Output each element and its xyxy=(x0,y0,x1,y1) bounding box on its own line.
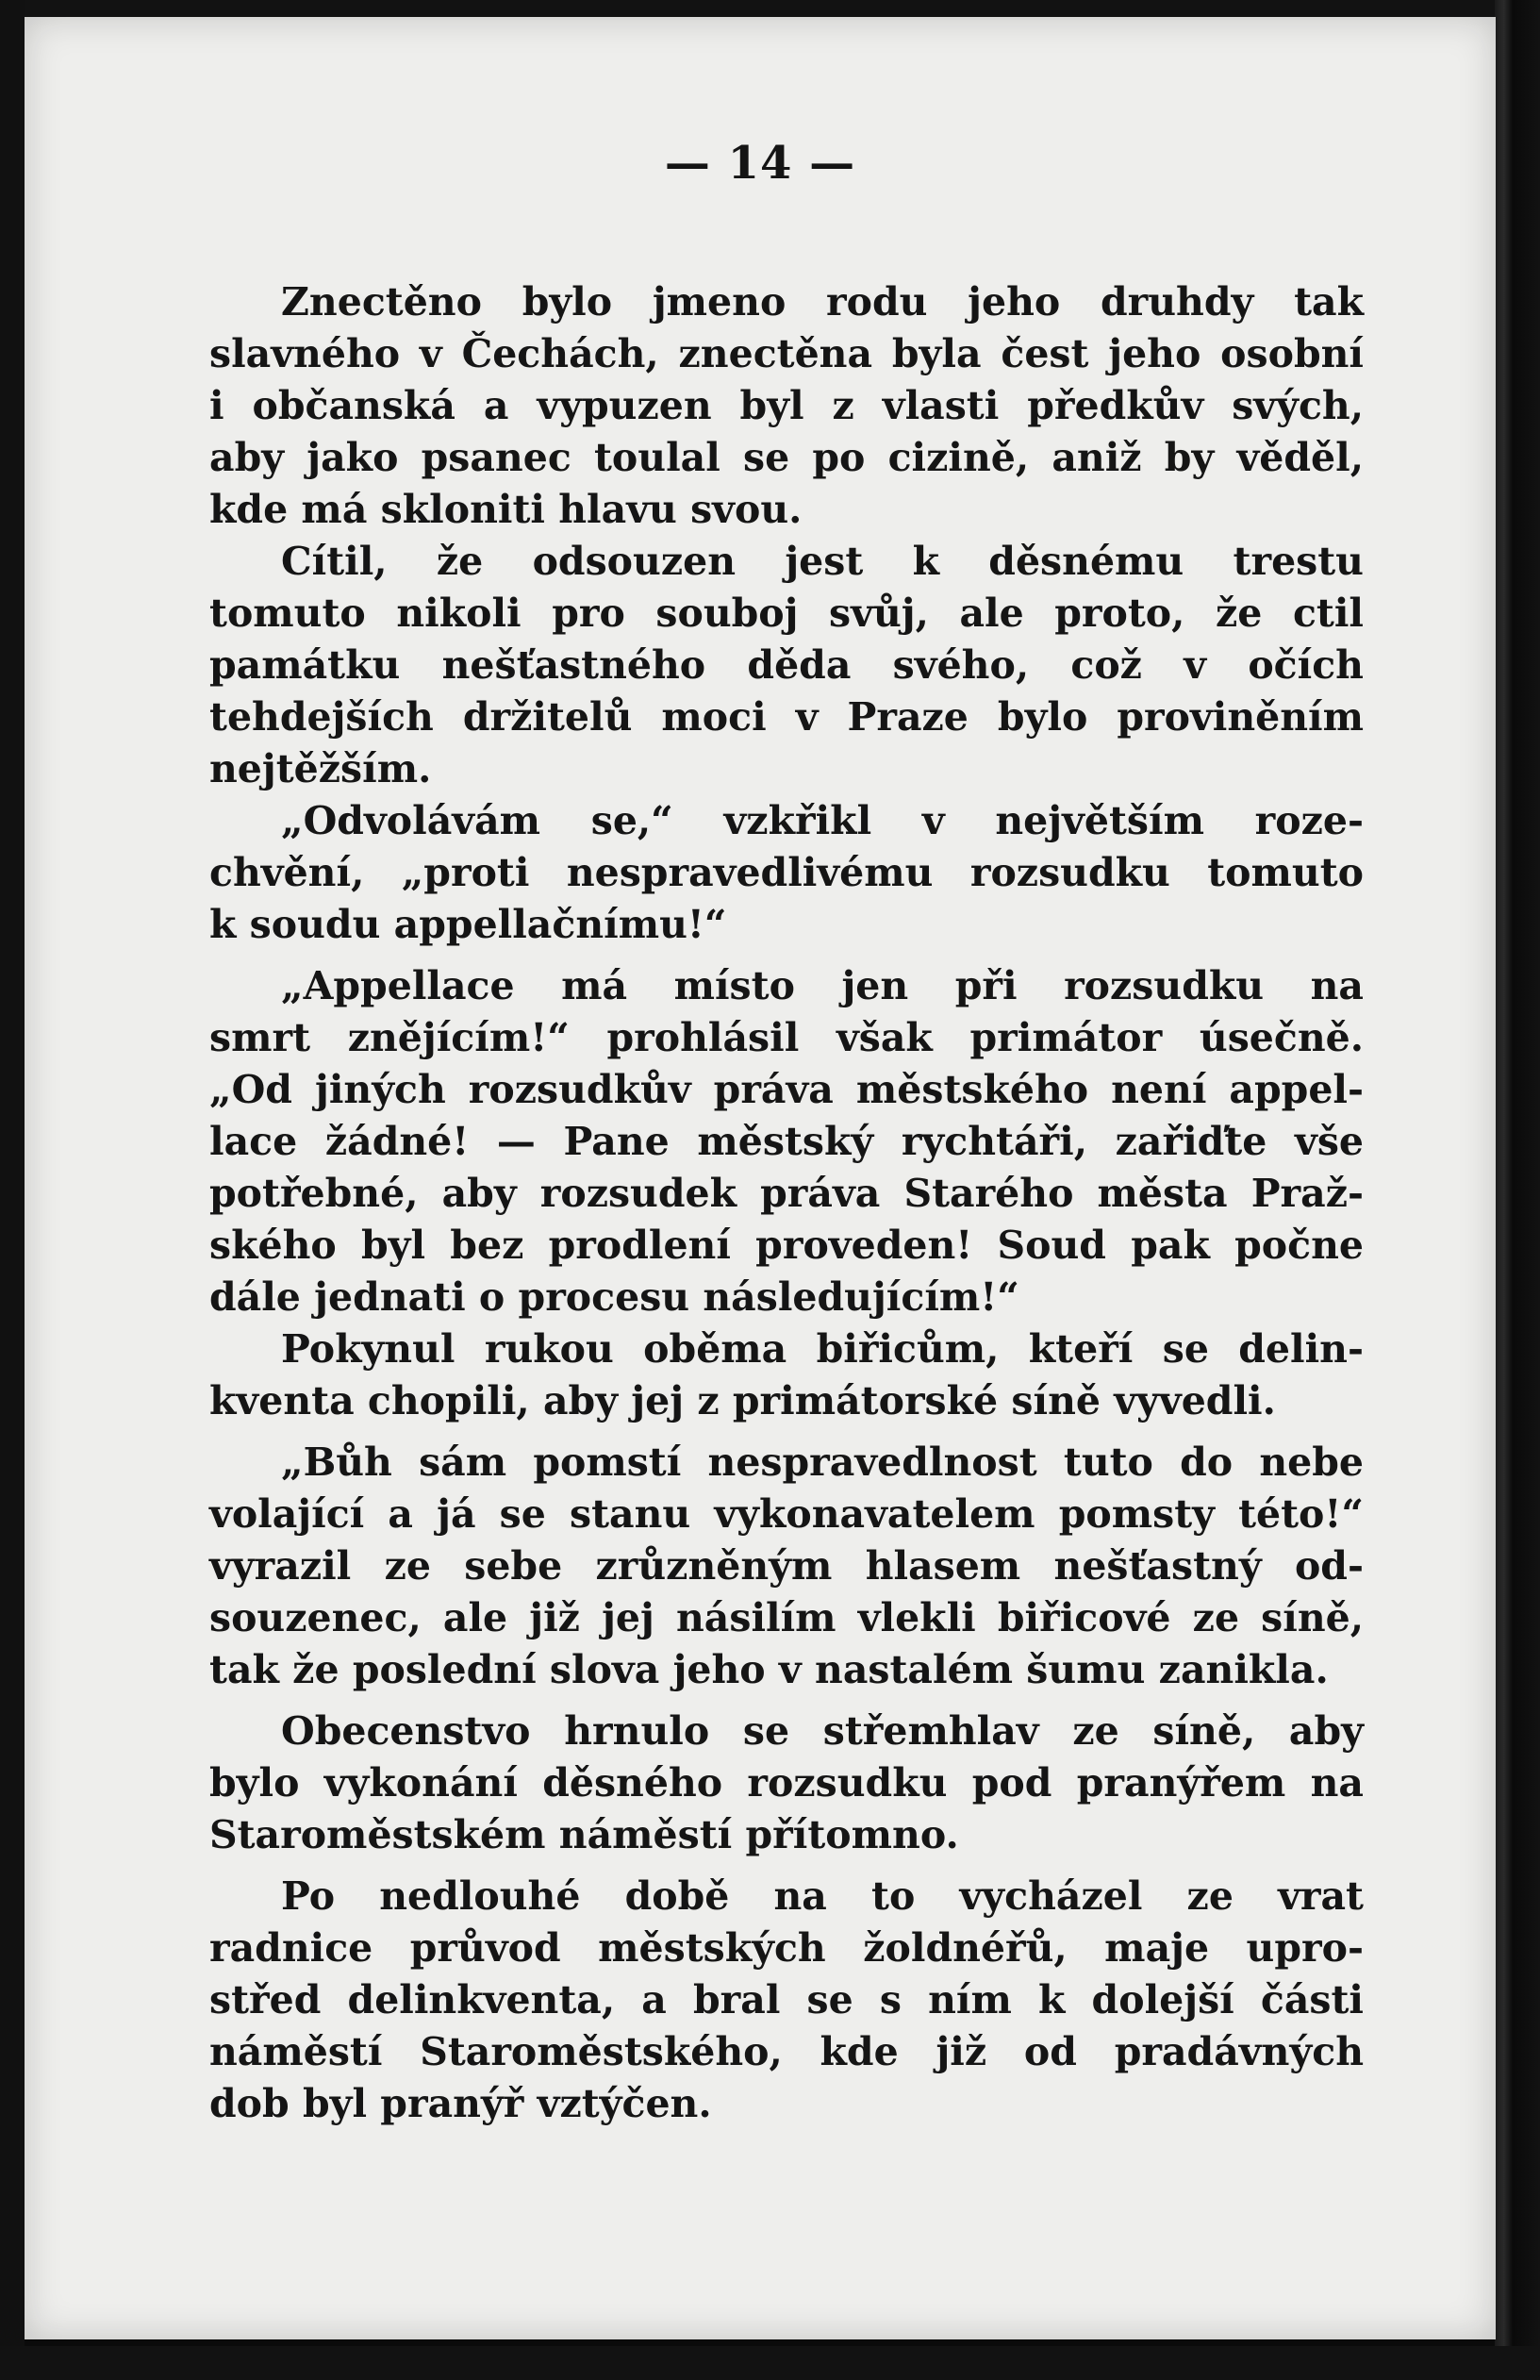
scan-border-bottom xyxy=(0,2346,1540,2380)
paragraph xyxy=(209,1323,1364,1427)
scan-border-right xyxy=(1495,0,1540,2380)
text-line: střed delinkventa, a bral se s ním k dolejší části xyxy=(209,1977,1364,2022)
text-line: k soudu appellačnímu!“ xyxy=(209,902,727,947)
text-line: nejtěžším. xyxy=(209,746,432,791)
text-line: kventa chopili, aby jej z primátorské síně vyvedli. xyxy=(209,1378,1276,1423)
text-line: Obecenstvo hrnulo se střemhlav ze síně, aby xyxy=(281,1708,1364,1754)
text-line: Pokynul rukou oběma biřicům, kteří se delin- xyxy=(281,1326,1364,1372)
text-line: „Appellace má místo jen při rozsudku na xyxy=(281,963,1364,1008)
text-line: aby jako psanec toulal se po cizině, aniž by věděl, xyxy=(209,435,1364,480)
text-line: Staroměstském náměstí přítomno. xyxy=(209,1812,959,1857)
scan-border-left xyxy=(0,0,25,2380)
text-line: i občanská a vypuzen byl z vlasti předkův svých, xyxy=(209,383,1364,428)
text-line: vyrazil ze sebe zrůzněným hlasem nešťastný od- xyxy=(209,1543,1364,1589)
paragraph xyxy=(209,1437,1364,1696)
text-line: „Od jiných rozsudkův práva městského není appel- xyxy=(209,1067,1364,1112)
text-line: bylo vykonání děsného rozsudku pod pranýřem na xyxy=(209,1760,1364,1806)
text-line: tomuto nikoli pro souboj svůj, ale proto, že ctil xyxy=(209,591,1364,636)
text-line: tehdejších držitelů moci v Praze bylo proviněním xyxy=(209,694,1364,740)
text-line: „Bůh sám pomstí nespravedlnost tuto do nebe xyxy=(281,1440,1364,1485)
text-line: dále jednati o procesu následujícím!“ xyxy=(209,1274,1019,1320)
paragraph xyxy=(209,536,1364,795)
text-line: chvění, „proti nespravedlivému rozsudku tomuto xyxy=(209,850,1364,895)
text-line: volající a já se stanu vykonavatelem pomsty této!“ xyxy=(209,1491,1364,1537)
paragraph xyxy=(209,1706,1364,1861)
text-line: Znectěno bylo jmeno rodu jeho druhdy tak xyxy=(281,279,1364,325)
text-line: souzenec, ale již jej násilím vlekli biřicové ze síně, xyxy=(209,1595,1364,1640)
text-line: památku nešťastného děda svého, což v očích xyxy=(209,642,1364,688)
text-line: Cítil, že odsouzen jest k děsnému trestu xyxy=(281,539,1364,584)
text-line: lace žádné! — Pane městský rychtáři, zařiďte vše xyxy=(209,1119,1364,1164)
paragraph xyxy=(209,276,1364,536)
page-number: — 14 — xyxy=(664,137,856,190)
text-line: dob byl pranýř vztýčen. xyxy=(209,2081,712,2126)
text-line: radnice průvod městských žoldnéřů, maje upro- xyxy=(209,1925,1364,1971)
paragraph xyxy=(209,795,1364,951)
text-line: ského byl bez prodlení proveden! Soud pak počne xyxy=(209,1223,1364,1268)
text-line: potřebné, aby rozsudek práva Starého města Praž- xyxy=(209,1171,1364,1216)
body-text xyxy=(209,276,1364,2130)
text-line: smrt znějícím!“ prohlásil však primátor úsečně. xyxy=(209,1015,1364,1060)
text-line: „Odvolávám se,“ vzkřikl v největším roze- xyxy=(281,798,1364,843)
text-line: slavného v Čechách, znectěna byla čest jeho osobní xyxy=(209,331,1364,376)
text-line: tak že poslední slova jeho v nastalém šumu zanikla. xyxy=(209,1647,1329,1692)
book-page xyxy=(25,17,1496,2339)
text-line: Po nedlouhé době na to vycházel ze vrat xyxy=(281,1873,1364,1919)
paragraph xyxy=(209,960,1364,1323)
text-line: kde má skloniti hlavu svou. xyxy=(209,487,803,532)
paragraph xyxy=(209,1871,1364,2130)
text-line: náměstí Staroměstského, kde již od pradávných xyxy=(209,2029,1364,2074)
